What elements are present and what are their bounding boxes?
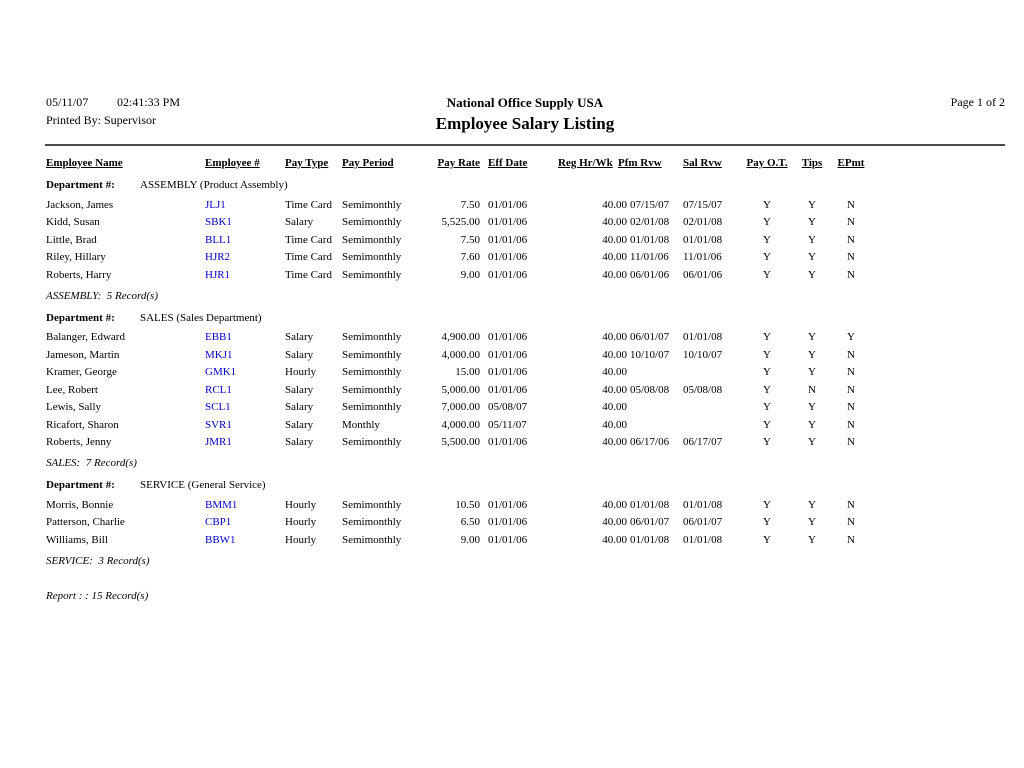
department-label: Department #: (46, 179, 115, 191)
pay-ot-cell: Y (763, 331, 771, 343)
epmt-cell: N (847, 198, 855, 211)
epmt-cell: N (847, 268, 855, 281)
sal-rvw-cell: 02/01/08 (683, 216, 723, 228)
reg-hr-wk-cell: 40.00 (602, 198, 627, 211)
eff-date-cell: 01/01/06 (488, 331, 528, 343)
employee-name-cell: Ricafort, Sharon (46, 418, 119, 431)
employee-number-link[interactable]: HJR1 (205, 268, 231, 281)
pay-type-cell: Hourly (285, 533, 317, 546)
employee-number-link[interactable]: SCL1 (205, 401, 231, 413)
column-header-employee-name: Employee Name (46, 157, 123, 169)
employee-number-link[interactable]: BMM1 (205, 498, 238, 511)
tips-cell: Y (808, 251, 816, 263)
pfm-rvw-cell: 05/08/08 (630, 383, 670, 396)
pay-type-cell: Salary (285, 348, 314, 361)
reg-hr-wk-cell: 40.00 (602, 418, 627, 431)
eff-date-cell: 01/01/06 (488, 516, 528, 528)
pay-rate-cell: 4,900.00 (441, 331, 480, 343)
section-record-count: SALES: 7 Record(s) (46, 457, 137, 469)
table-row (0, 251, 1024, 269)
reg-hr-wk-cell: 40.00 (602, 331, 627, 343)
pay-period-cell: Semimonthly (342, 251, 402, 263)
pay-period-cell: Semimonthly (342, 516, 402, 528)
pay-type-cell: Time Card (285, 233, 332, 246)
sal-rvw-cell: 01/01/08 (683, 331, 723, 343)
epmt-cell: N (847, 533, 855, 546)
employee-name-cell: Williams, Bill (46, 533, 108, 546)
epmt-cell: N (847, 516, 855, 528)
printed-date: 05/11/07 (46, 95, 89, 109)
pay-rate-cell: 9.00 (460, 533, 480, 546)
reg-hr-wk-cell: 40.00 (602, 251, 627, 263)
pfm-rvw-cell: 02/01/08 (630, 216, 670, 228)
employee-number-link[interactable]: RCL1 (205, 383, 232, 396)
pay-period-cell: Semimonthly (342, 268, 402, 281)
column-header-row (0, 157, 1024, 179)
reg-hr-wk-cell: 40.00 (602, 498, 627, 511)
pay-type-cell: Salary (285, 401, 314, 413)
employee-number-link[interactable]: JLJ1 (205, 198, 226, 211)
pay-rate-cell: 4,000.00 (441, 418, 480, 431)
report-table (0, 157, 1024, 606)
pay-period-cell: Semimonthly (342, 436, 402, 448)
reg-hr-wk-cell: 40.00 (602, 533, 627, 546)
reg-hr-wk-cell: 40.00 (602, 516, 627, 528)
tips-cell: Y (808, 366, 816, 378)
pay-rate-cell: 7.50 (460, 198, 480, 211)
company-name: National Office Supply USA (446, 95, 604, 110)
pay-period-cell: Monthly (342, 418, 380, 431)
employee-number-link[interactable]: SBK1 (205, 216, 232, 228)
eff-date-cell: 01/01/06 (488, 233, 528, 246)
eff-date-cell: 01/01/06 (488, 498, 528, 511)
employee-name-cell: Jackson, James (46, 198, 114, 211)
pay-ot-cell: Y (763, 233, 771, 246)
reg-hr-wk-cell: 40.00 (602, 233, 627, 246)
pay-type-cell: Salary (285, 331, 314, 343)
table-row (0, 216, 1024, 234)
department-name: SERVICE (General Service) (140, 479, 266, 491)
pay-type-cell: Time Card (285, 268, 332, 281)
column-header-eff-date: Eff Date (488, 157, 528, 169)
eff-date-cell: 01/01/06 (488, 216, 528, 228)
pay-type-cell: Salary (285, 436, 314, 448)
tips-cell: Y (808, 331, 816, 343)
pay-type-cell: Salary (285, 418, 314, 431)
eff-date-cell: 01/01/06 (488, 348, 528, 361)
employee-name-cell: Roberts, Harry (46, 268, 112, 281)
reg-hr-wk-cell: 40.00 (602, 268, 627, 281)
reg-hr-wk-cell: 40.00 (602, 366, 627, 378)
employee-name-cell: Kramer, George (46, 366, 117, 378)
epmt-cell: N (847, 348, 855, 361)
eff-date-cell: 01/01/06 (488, 383, 528, 396)
pay-rate-cell: 7.60 (460, 251, 480, 263)
tips-cell: Y (808, 268, 816, 281)
pay-ot-cell: Y (763, 251, 771, 263)
pfm-rvw-cell: 06/01/06 (630, 268, 670, 281)
pay-rate-cell: 7,000.00 (441, 401, 480, 413)
column-header-sal-rvw: Sal Rvw (683, 157, 722, 169)
column-header-pay-ot: Pay O.T. (746, 157, 788, 169)
reg-hr-wk-cell: 40.00 (602, 383, 627, 396)
pay-period-cell: Semimonthly (342, 331, 402, 343)
table-row (0, 419, 1024, 437)
eff-date-cell: 05/08/07 (488, 401, 528, 413)
pay-ot-cell: Y (763, 533, 771, 546)
pfm-rvw-cell: 01/01/08 (630, 533, 670, 546)
department-header (0, 179, 1024, 199)
pay-type-cell: Hourly (285, 366, 317, 378)
epmt-cell: N (847, 251, 855, 263)
eff-date-cell: 01/01/06 (488, 198, 528, 211)
column-header-employee-number: Employee # (205, 157, 260, 169)
column-header-pay-rate: Pay Rate (437, 157, 480, 169)
pay-period-cell: Semimonthly (342, 216, 402, 228)
department-label: Department #: (46, 311, 115, 324)
sal-rvw-cell: 05/08/08 (683, 383, 723, 396)
employee-number-link[interactable]: JMR1 (205, 436, 232, 448)
table-row (0, 384, 1024, 402)
pfm-rvw-cell: 01/01/08 (630, 498, 670, 511)
eff-date-cell: 01/01/06 (488, 533, 528, 546)
pfm-rvw-cell: 06/01/07 (630, 331, 670, 343)
table-row (0, 366, 1024, 384)
section-summary-row (0, 457, 1024, 479)
epmt-cell: N (847, 436, 855, 448)
department-name: SALES (Sales Department) (140, 311, 262, 324)
pay-period-cell: Semimonthly (342, 498, 402, 511)
pay-period-cell: Semimonthly (342, 366, 402, 378)
pfm-rvw-cell: 01/01/08 (630, 233, 670, 246)
department-label: Department #: (46, 479, 115, 491)
section-record-count: ASSEMBLY: 5 Record(s) (46, 289, 158, 302)
tips-cell: Y (808, 533, 816, 546)
pay-rate-cell: 7.50 (460, 233, 480, 246)
section-record-count: SERVICE: 3 Record(s) (46, 554, 150, 567)
eff-date-cell: 01/01/06 (488, 268, 528, 281)
pay-period-cell: Semimonthly (342, 383, 402, 396)
tips-cell: Y (808, 401, 816, 413)
tips-cell: Y (808, 198, 816, 211)
pay-rate-cell: 5,000.00 (441, 383, 480, 396)
tips-cell: Y (808, 216, 816, 228)
employee-number-link[interactable]: CBP1 (205, 516, 232, 528)
tips-cell: Y (808, 348, 816, 361)
table-row (0, 516, 1024, 534)
reg-hr-wk-cell: 40.00 (602, 436, 627, 448)
page-number: Page 1 of 2 (950, 95, 1005, 109)
employee-number-link[interactable]: GMK1 (205, 366, 237, 378)
epmt-cell: N (847, 216, 855, 228)
eff-date-cell: 01/01/06 (488, 436, 528, 448)
pay-rate-cell: 5,500.00 (441, 436, 480, 448)
tips-cell: Y (808, 418, 816, 431)
table-row (0, 269, 1024, 287)
pfm-rvw-cell: 07/15/07 (630, 198, 670, 211)
sal-rvw-cell: 01/01/08 (683, 233, 723, 246)
employee-name-cell: Riley, Hillary (46, 251, 106, 263)
tips-cell: Y (808, 498, 816, 511)
tips-cell: Y (808, 516, 816, 528)
column-header-pay-type: Pay Type (285, 157, 329, 169)
pay-type-cell: Time Card (285, 251, 332, 263)
section-summary-row (0, 290, 1024, 312)
pay-ot-cell: Y (763, 198, 771, 211)
column-header-pay-period: Pay Period (342, 157, 394, 169)
pfm-rvw-cell: 06/01/07 (630, 516, 670, 528)
column-header-tips: Tips (801, 157, 823, 169)
pay-period-cell: Semimonthly (342, 233, 402, 246)
epmt-cell: N (847, 418, 855, 431)
report-title: Employee Salary Listing (435, 114, 615, 133)
pay-type-cell: Hourly (285, 516, 317, 528)
employee-name-cell: Morris, Bonnie (46, 498, 114, 511)
pay-rate-cell: 15.00 (455, 366, 480, 378)
report-total-text: Report : : 15 Record(s) (46, 589, 149, 602)
pay-type-cell: Salary (285, 216, 314, 228)
epmt-cell: N (847, 383, 855, 396)
department-name: ASSEMBLY (Product Assembly) (140, 179, 288, 191)
table-row (0, 436, 1024, 454)
employee-number-link[interactable]: MKJ1 (205, 348, 233, 361)
pay-rate-cell: 9.00 (460, 268, 480, 281)
employee-name-cell: Kidd, Susan (46, 216, 100, 228)
employee-name-cell: Jameson, Martin (46, 348, 120, 361)
pay-ot-cell: Y (763, 516, 771, 528)
section-summary-row (0, 555, 1024, 577)
tips-cell: N (808, 383, 816, 396)
reg-hr-wk-cell: 40.00 (602, 216, 627, 228)
header-divider (45, 144, 1005, 146)
eff-date-cell: 05/11/07 (488, 418, 527, 431)
employee-name-cell: Little, Brad (46, 233, 97, 246)
pay-rate-cell: 6.50 (460, 516, 480, 528)
sal-rvw-cell: 11/01/06 (683, 251, 722, 263)
tips-cell: Y (808, 233, 816, 246)
sal-rvw-cell: 10/10/07 (683, 348, 723, 361)
epmt-cell: N (847, 366, 855, 378)
epmt-cell: N (847, 401, 855, 413)
table-row (0, 234, 1024, 252)
table-row (0, 349, 1024, 367)
sal-rvw-cell: 06/01/06 (683, 268, 723, 281)
department-header (0, 479, 1024, 499)
pay-period-cell: Semimonthly (342, 348, 402, 361)
sal-rvw-cell: 06/17/07 (683, 436, 723, 448)
employee-number-link[interactable]: HJR2 (205, 251, 231, 263)
pay-type-cell: Hourly (285, 498, 317, 511)
pay-period-cell: Semimonthly (342, 198, 402, 211)
sal-rvw-cell: 01/01/08 (683, 533, 723, 546)
pay-ot-cell: Y (763, 366, 771, 378)
pfm-rvw-cell: 11/01/06 (630, 251, 669, 263)
employee-name-cell: Balanger, Edward (46, 331, 125, 343)
column-header-pfm-rvw: Pfm Rvw (618, 157, 662, 169)
employee-number-link[interactable]: BBW1 (205, 533, 236, 546)
employee-name-cell: Patterson, Charlie (46, 516, 125, 528)
eff-date-cell: 01/01/06 (488, 366, 528, 378)
table-row (0, 499, 1024, 517)
printed-time: 02:41:33 PM (117, 95, 181, 109)
epmt-cell: Y (847, 331, 855, 343)
pay-period-cell: Semimonthly (342, 401, 402, 413)
pay-ot-cell: Y (763, 383, 771, 396)
printed-by: Printed By: Supervisor (46, 113, 156, 127)
reg-hr-wk-cell: 40.00 (602, 401, 627, 413)
pay-rate-cell: 10.50 (455, 498, 480, 511)
employee-name-cell: Lee, Robert (46, 383, 98, 396)
pay-ot-cell: Y (763, 348, 771, 361)
epmt-cell: N (847, 498, 855, 511)
tips-cell: Y (808, 436, 816, 448)
table-row (0, 401, 1024, 419)
pay-rate-cell: 5,525.00 (441, 216, 480, 228)
reg-hr-wk-cell: 40.00 (602, 348, 627, 361)
employee-name-cell: Roberts, Jenny (46, 436, 112, 448)
employee-number-link[interactable]: BLL1 (205, 233, 232, 246)
sal-rvw-cell: 01/01/08 (683, 498, 723, 511)
pay-type-cell: Time Card (285, 198, 332, 211)
employee-number-link[interactable]: EBB1 (205, 331, 232, 343)
report-total-row (0, 590, 1024, 606)
column-header-reg-hr-wk: Reg Hr/Wk (558, 157, 613, 169)
table-row (0, 199, 1024, 217)
pfm-rvw-cell: 10/10/07 (630, 348, 670, 361)
pay-period-cell: Semimonthly (342, 533, 402, 546)
pay-rate-cell: 4,000.00 (441, 348, 480, 361)
sal-rvw-cell: 06/01/07 (683, 516, 723, 528)
employee-name-cell: Lewis, Sally (46, 401, 101, 413)
sal-rvw-cell: 07/15/07 (683, 198, 723, 211)
pay-ot-cell: Y (763, 216, 771, 228)
pay-ot-cell: Y (763, 401, 771, 413)
eff-date-cell: 01/01/06 (488, 251, 528, 263)
pay-ot-cell: Y (763, 268, 771, 281)
department-header (0, 312, 1024, 332)
pay-ot-cell: Y (763, 498, 771, 511)
pay-type-cell: Salary (285, 383, 314, 396)
column-header-epmt: EPmt (837, 157, 865, 169)
pay-ot-cell: Y (763, 418, 771, 431)
pfm-rvw-cell: 06/17/06 (630, 436, 670, 448)
epmt-cell: N (847, 233, 855, 246)
table-row (0, 331, 1024, 349)
employee-number-link[interactable]: SVR1 (205, 418, 232, 431)
table-row (0, 534, 1024, 552)
pay-ot-cell: Y (763, 436, 771, 448)
